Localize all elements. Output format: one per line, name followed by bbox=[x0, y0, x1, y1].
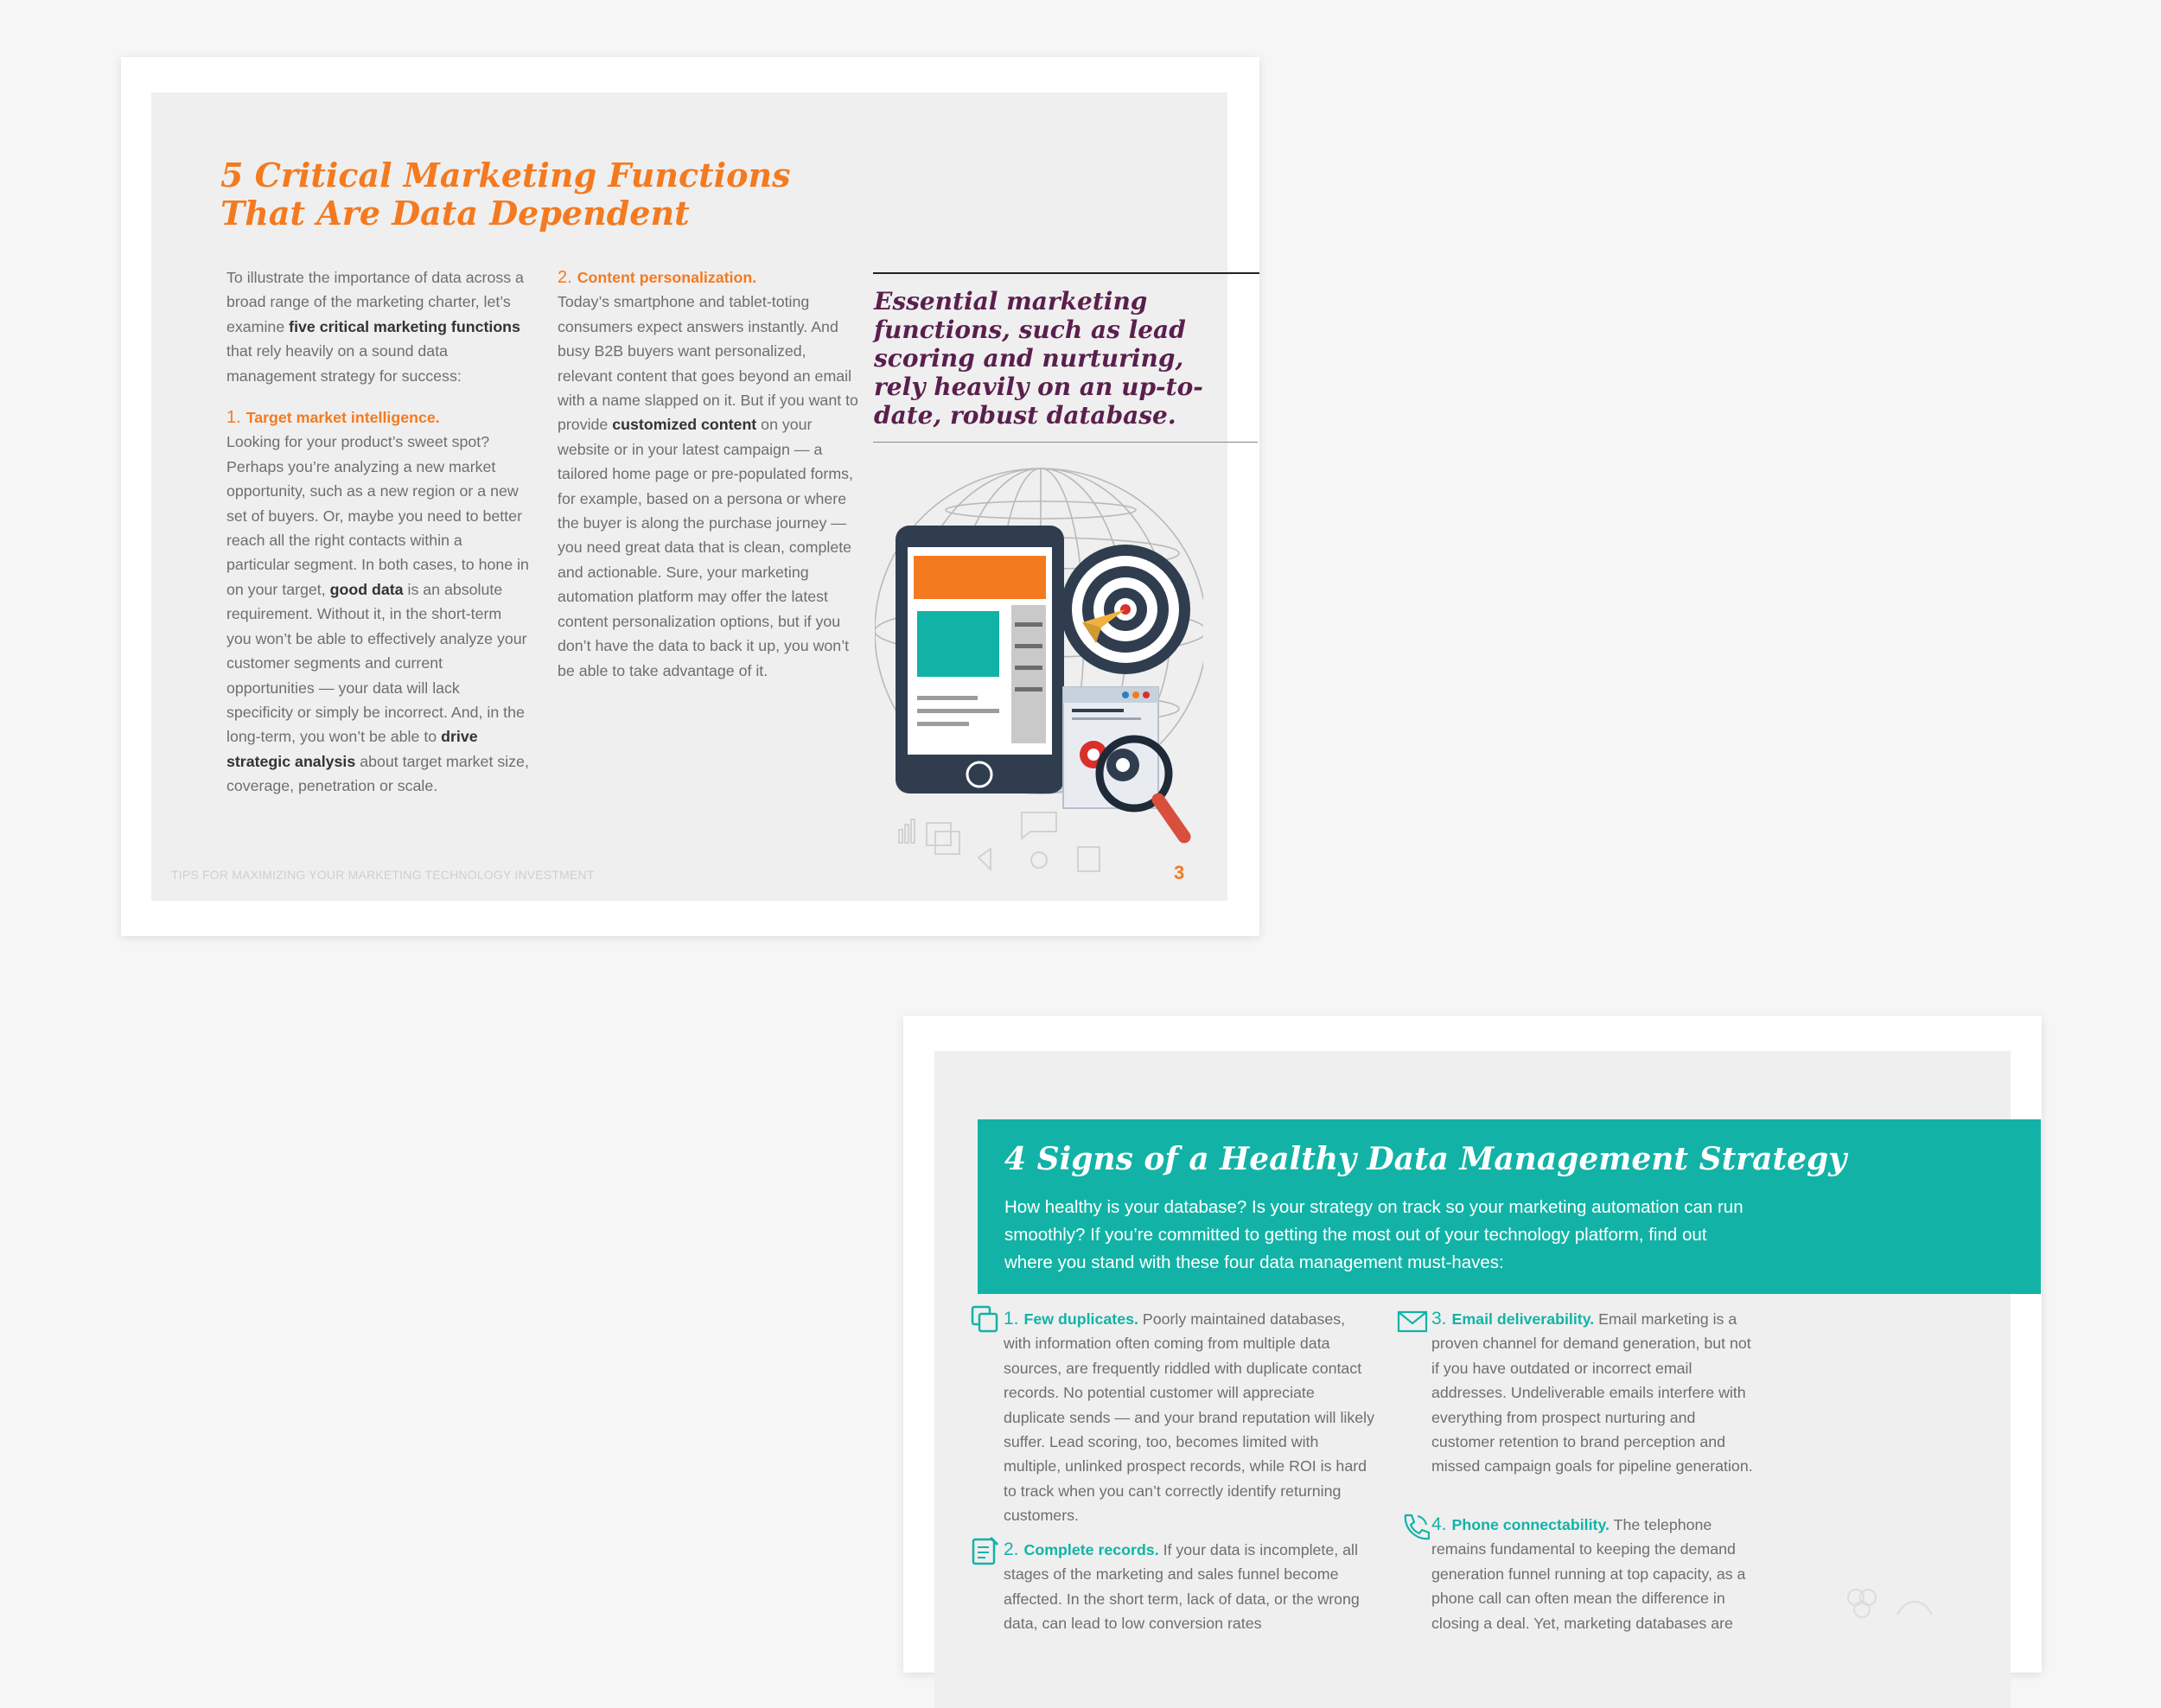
phone-icon bbox=[1400, 1513, 1430, 1542]
item-2-number: 2. bbox=[558, 268, 572, 287]
sign-4-heading: Phone connectability. bbox=[1451, 1516, 1610, 1533]
item-1-title: Target market intelligence. bbox=[245, 409, 440, 427]
pull-quote: Essential marketing functions, such as lead scoring and nurturing, rely heavily on an up-to-date, robust database. bbox=[874, 287, 1203, 430]
page-4-intro: How healthy is your database? Is your strategy on track so your marketing automation can run smoothly? If you’re committed to getting the most out of your technology platform, find out where you stand with these four data management must-haves: bbox=[1004, 1197, 1743, 1272]
intro-text-1: To illustrate the importance of data across a broad range of the marketing charter, let’s examine bbox=[226, 269, 524, 335]
sign-4-text: The telephone remains fundamental to keeping the demand generation funnel running at top capacity, as a phone call can often mean the difference in closing a deal. Yet, marketing databases are bbox=[1431, 1516, 1746, 1632]
sign-3-text: Email marketing is a proven channel for demand generation, but not if you have outdated or incorrect email addresses. Undeliverable emails interfere with everything from prospect nurturing and customer retention to brand perception and missed campaign goals for pipeline generation. bbox=[1431, 1310, 1753, 1475]
item-1-text-1: Looking for your product’s sweet spot? Perhaps you’re analyzing a new market opportunity, such as a new region or a new set of buyers. Or, maybe you need to better reach all the right contacts within a particular segment. In both cases, to hone in on your target, bbox=[226, 433, 529, 598]
pull-quote-rule-top bbox=[873, 272, 1259, 274]
column-left bbox=[226, 265, 529, 799]
item-2-title: Content personalization. bbox=[577, 269, 757, 286]
title-line-1: 5 Critical Marketing Functions bbox=[220, 156, 791, 194]
page-number: 3 bbox=[1174, 862, 1185, 883]
tablet-icon bbox=[896, 526, 1064, 793]
column-middle bbox=[558, 265, 864, 683]
sign-3 bbox=[1431, 1307, 1762, 1479]
pull-quote-rule-bottom bbox=[873, 442, 1258, 443]
sign-2 bbox=[1004, 1538, 1375, 1636]
sign-1-heading: Few duplicates. bbox=[1023, 1310, 1138, 1328]
item-1-text-2: is an absolute requirement. Without it, in the short-term you won’t be able to effectively analyze your customer segments and current opportunities — your data will lack specificity or simply be incorrect. And, in the long-term, you won’t be able to bbox=[226, 580, 527, 746]
faded-decor-icon bbox=[1837, 1580, 1941, 1621]
page-3-title bbox=[220, 156, 790, 233]
target-icon bbox=[1061, 545, 1190, 674]
record-icon bbox=[972, 1536, 999, 1565]
sign-3-heading: Email deliverability. bbox=[1451, 1310, 1595, 1328]
item-1 bbox=[226, 405, 529, 799]
item-1-bold-1: good data bbox=[329, 580, 404, 598]
sign-1-number: 1. bbox=[1004, 1309, 1019, 1329]
item-2-heading bbox=[558, 265, 864, 290]
sign-4 bbox=[1431, 1513, 1762, 1635]
item-1-heading bbox=[226, 405, 529, 430]
intro-bold: five critical marketing functions bbox=[289, 317, 520, 335]
sign-2-text: If your data is incomplete, all stages of the marketing and sales funnel become affected. In the short term, lack of data, or the wrong data, can lead to low conversion rates bbox=[1004, 1541, 1360, 1633]
sign-3-number: 3. bbox=[1431, 1309, 1447, 1329]
faded-icons bbox=[899, 813, 1100, 871]
duplicate-icon bbox=[971, 1305, 1000, 1335]
sign-1-text: Poorly maintained databases, with information often coming from multiple data sources, are frequently riddled with duplicate contact records. No potential customer will appreciate duplicate sends — and your brand reputation will likely suffer. Lead scoring, too, becomes limited with multiple, unlinked prospect records, while ROI is hard to track when you can’t correctly identify returning customers. bbox=[1004, 1310, 1374, 1525]
item-1-bold-2: drive strategic analysis bbox=[226, 728, 478, 770]
sign-4-number: 4. bbox=[1431, 1514, 1447, 1534]
sign-2-heading: Complete records. bbox=[1023, 1541, 1159, 1558]
item-2-text-2: on your website or in your latest campaign — a tailored home page or pre-populated forms, for example, based on a persona or where the buyer is along the purchase journey — you need great data that is clean, complete and actionable. Sure, your marketing automation platform may offer the latest content personalization options, but if you don’t have the data to back it up, you won’t be able to take advantage of it. bbox=[558, 416, 853, 679]
marketing-illustration bbox=[875, 458, 1203, 873]
item-1-number: 1. bbox=[226, 408, 241, 428]
intro-paragraph bbox=[226, 265, 529, 388]
item-2-bold-1: customized content bbox=[612, 416, 757, 434]
item-1-text-3: about target market size, coverage, penetration or scale. bbox=[226, 752, 529, 795]
title-line-2: That Are Data Dependent bbox=[220, 194, 690, 233]
sign-1 bbox=[1004, 1307, 1375, 1528]
page-4-title: 4 Signs of a Healthy Data Management Strategy bbox=[1004, 1141, 1847, 1177]
page-footer: TIPS FOR MAXIMIZING YOUR MARKETING TECHNOLOGY INVESTMENT bbox=[171, 868, 595, 882]
sign-2-number: 2. bbox=[1004, 1539, 1019, 1559]
envelope-icon bbox=[1397, 1310, 1428, 1333]
item-2 bbox=[558, 265, 864, 683]
item-2-text-1: Today’s smartphone and tablet-toting consumers expect answers instantly. And busy B2B buyers want personalized, relevant content that goes beyond an email with a name slapped on it. But if you want to provide bbox=[558, 293, 858, 434]
intro-text-2: that rely heavily on a sound data management strategy for success: bbox=[226, 342, 462, 385]
